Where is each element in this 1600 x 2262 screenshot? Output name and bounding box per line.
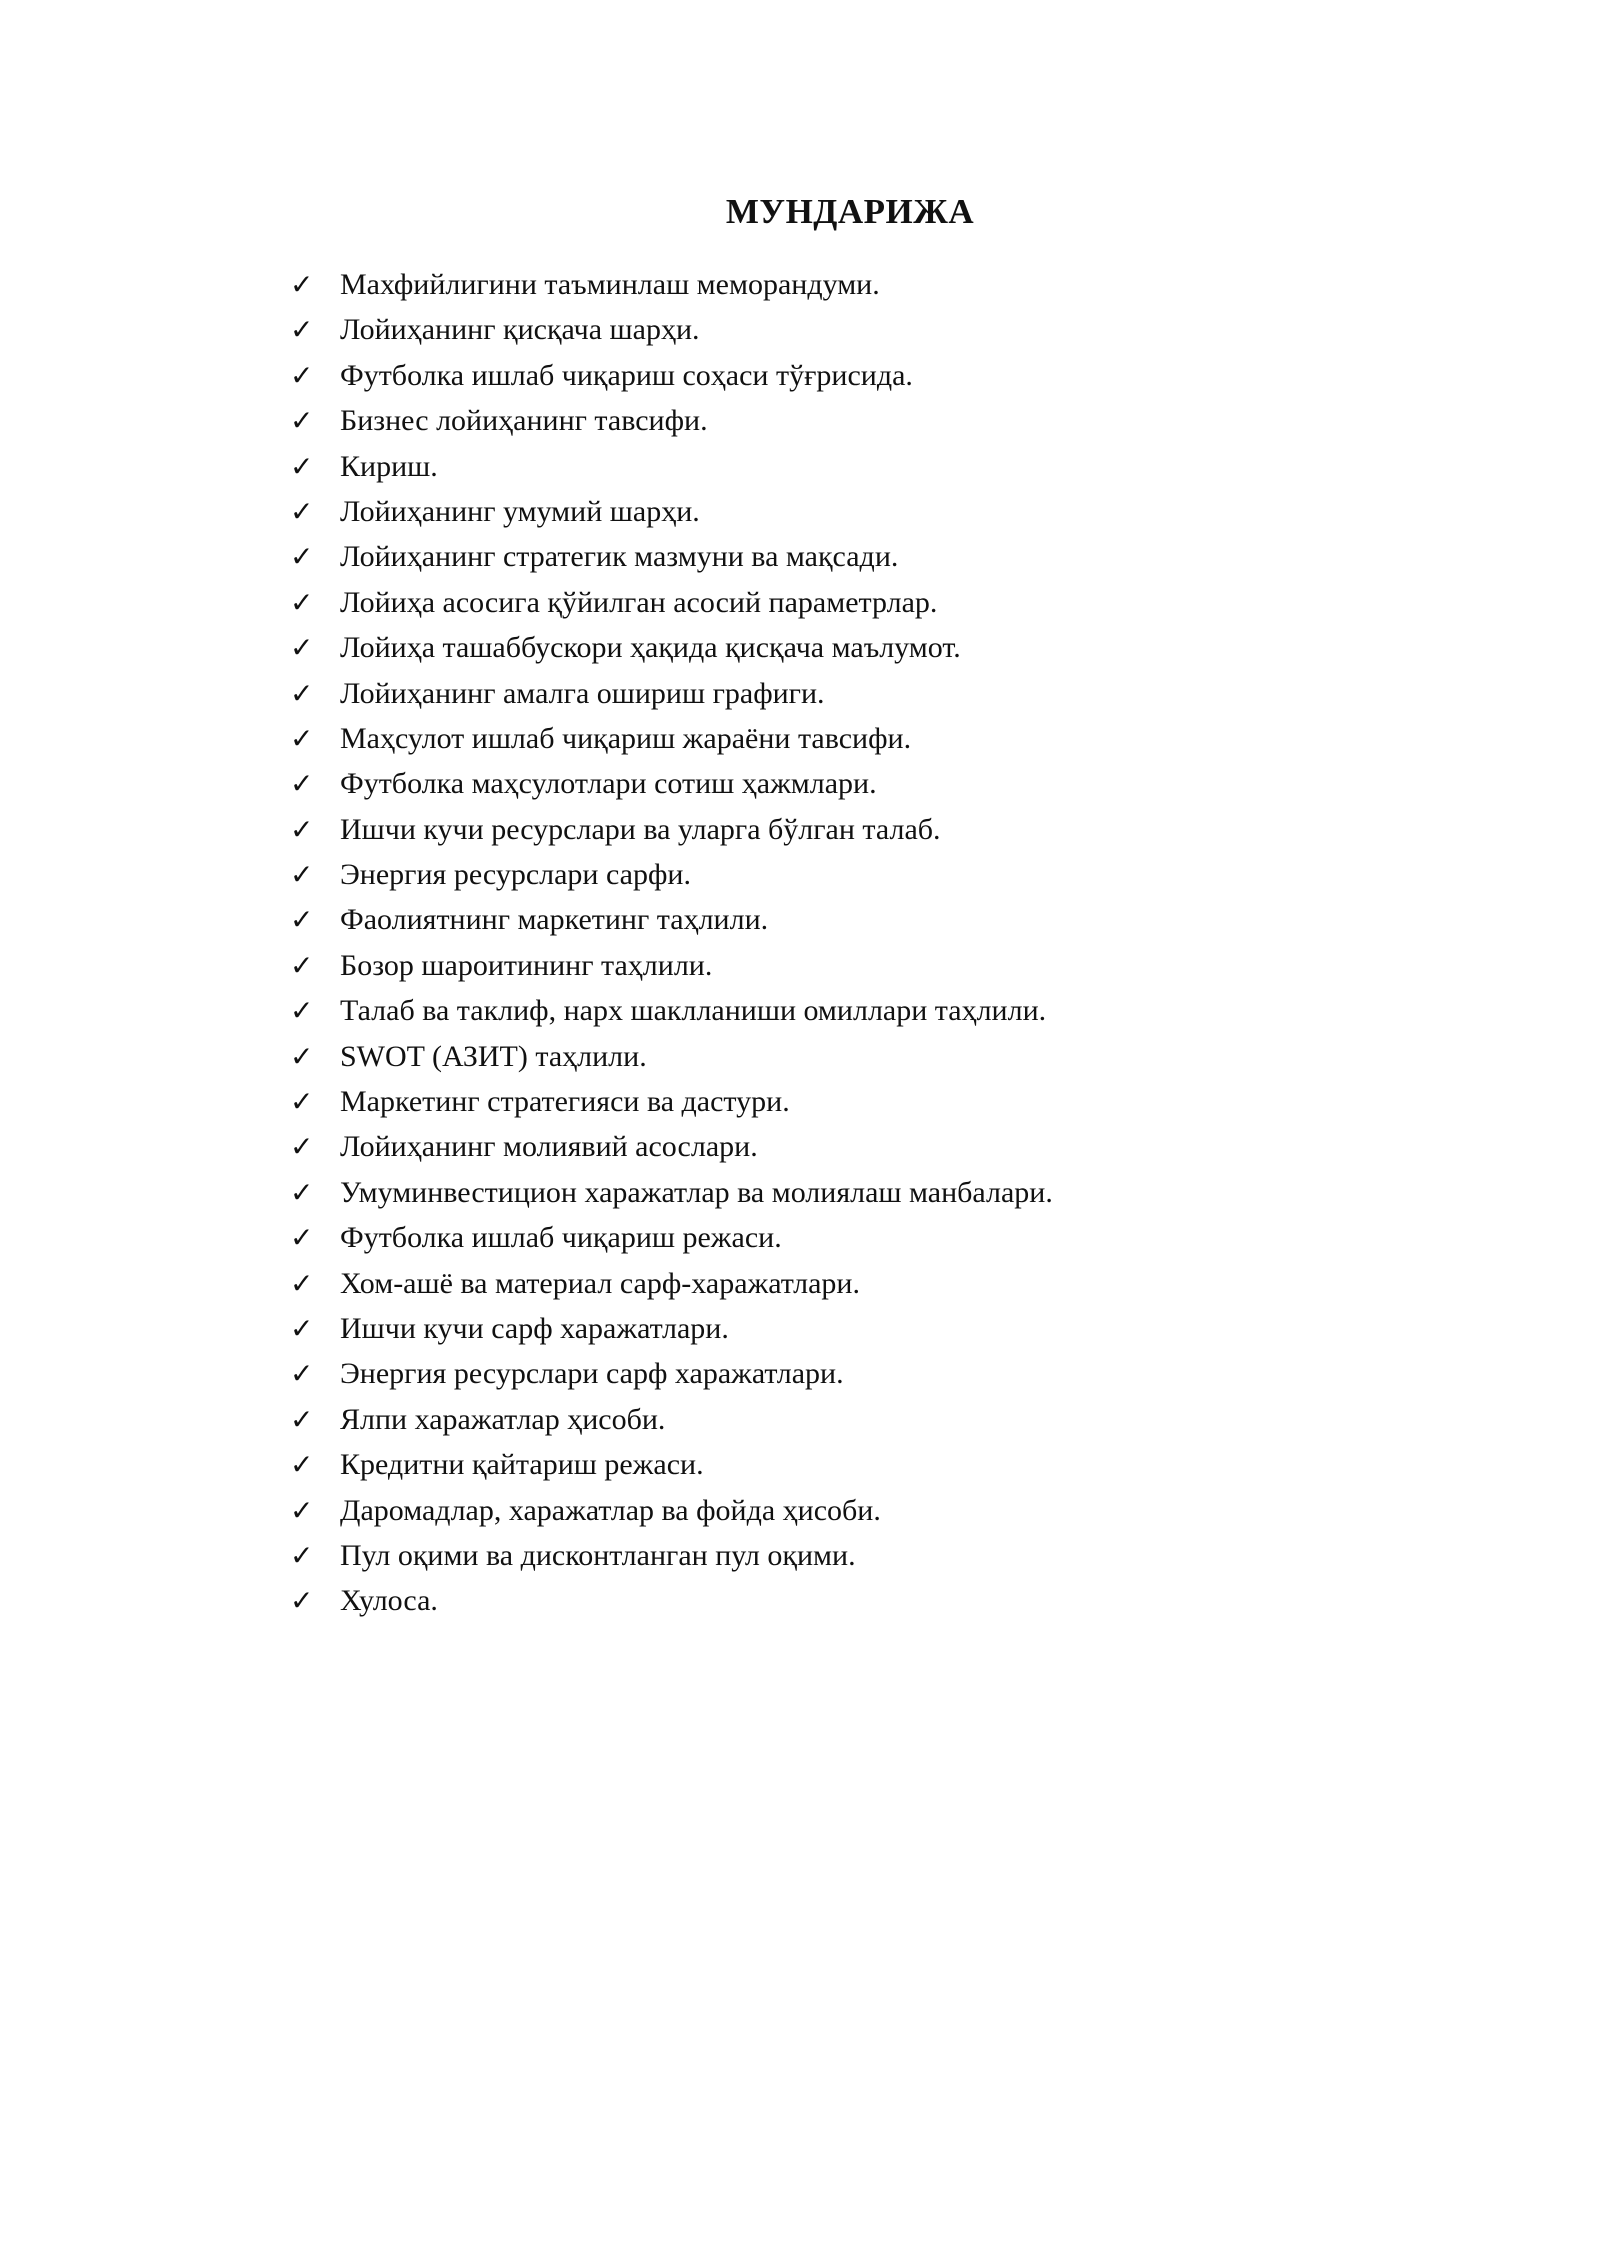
list-item (290, 1488, 1053, 1533)
list-item (290, 307, 1053, 352)
check-mark-icon: ✓ (290, 358, 314, 392)
list-item (290, 1079, 1053, 1124)
check-mark-icon: ✓ (290, 1130, 314, 1164)
check-mark-icon: ✓ (290, 540, 314, 574)
list-item (290, 1306, 1053, 1351)
list-item (290, 1261, 1053, 1306)
check-mark-icon: ✓ (290, 1584, 314, 1618)
list-item-label: Ишчи кучи сарф харажатлари. (340, 1311, 729, 1345)
list-item-label: Маҳсулот ишлаб чиқариш жараёни тавсифи. (340, 721, 912, 755)
list-item-label: Бозор шароитининг таҳлили. (340, 948, 713, 982)
check-mark-icon: ✓ (290, 1538, 314, 1572)
check-mark-icon: ✓ (290, 1493, 314, 1527)
list-item-label: Лойиҳанинг стратегик мазмуни ва мақсади. (340, 540, 899, 574)
list-item-label: SWOT (АЗИТ) таҳлили. (340, 1039, 647, 1073)
list-item-label: Лойиҳанинг умумий шарҳи. (340, 494, 700, 528)
list-item-label: Футболка маҳсулотлари сотиш ҳажмлари. (340, 767, 877, 801)
check-mark-icon: ✓ (290, 767, 314, 801)
check-mark-icon: ✓ (290, 1448, 314, 1482)
list-item (290, 852, 1053, 897)
check-mark-icon: ✓ (290, 1175, 314, 1209)
list-item (290, 1170, 1053, 1215)
check-mark-icon: ✓ (290, 1357, 314, 1391)
list-item-label: Энергия ресурслари сарфи. (340, 858, 691, 892)
check-mark-icon: ✓ (290, 858, 314, 892)
check-mark-icon: ✓ (290, 1266, 314, 1300)
list-item (290, 1442, 1053, 1487)
table-of-contents (290, 262, 1053, 1624)
list-item-label: Пул оқими ва дисконтланган пул оқими. (340, 1538, 856, 1572)
list-item (290, 353, 1053, 398)
check-mark-icon: ✓ (290, 1402, 314, 1436)
list-item-label: Лойиҳа асосига қўйилган асосий параметрлар. (340, 585, 938, 619)
list-item-label: Лойиҳанинг молиявий асослари. (340, 1130, 758, 1164)
list-item (290, 1533, 1053, 1578)
check-mark-icon: ✓ (290, 1311, 314, 1345)
list-item (290, 943, 1053, 988)
list-item (290, 1351, 1053, 1396)
list-item-label: Лойиҳанинг амалга ошириш графиги. (340, 676, 825, 710)
check-mark-icon: ✓ (290, 994, 314, 1028)
list-item-label: Лойиҳанинг қисқача шарҳи. (340, 313, 700, 347)
check-mark-icon: ✓ (290, 812, 314, 846)
list-item-label: Даромадлар, харажатлар ва фойда ҳисоби. (340, 1493, 881, 1527)
check-mark-icon: ✓ (290, 585, 314, 619)
check-mark-icon: ✓ (290, 676, 314, 710)
check-mark-icon: ✓ (290, 449, 314, 483)
check-mark-icon: ✓ (290, 1221, 314, 1255)
list-item (290, 444, 1053, 489)
list-item-label: Махфийлигини таъминлаш меморандуми. (340, 268, 880, 301)
check-mark-icon: ✓ (290, 1085, 314, 1119)
list-item-label: Бизнес лойиҳанинг тавсифи. (340, 404, 708, 438)
list-item (290, 1397, 1053, 1442)
list-item (290, 1578, 1053, 1623)
list-item-label: Кириш. (340, 449, 438, 483)
check-mark-icon: ✓ (290, 494, 314, 528)
check-mark-icon: ✓ (290, 404, 314, 438)
list-item-label: Футболка ишлаб чиқариш соҳаси тўғрисида. (340, 358, 913, 392)
list-item (290, 761, 1053, 806)
list-item (290, 398, 1053, 443)
list-item (290, 807, 1053, 852)
list-item (290, 671, 1053, 716)
list-item (290, 489, 1053, 534)
list-item (290, 716, 1053, 761)
list-item-label: Кредитни қайтариш режаси. (340, 1448, 704, 1482)
list-item (290, 1034, 1053, 1079)
list-item (290, 625, 1053, 670)
check-mark-icon: ✓ (290, 721, 314, 755)
list-item-label: Ишчи кучи ресурслари ва уларга бўлган талаб. (340, 812, 941, 846)
list-item (290, 262, 1053, 307)
check-mark-icon: ✓ (290, 1039, 314, 1073)
page-title: МУНДАРИЖА (725, 192, 975, 231)
list-item (290, 897, 1053, 942)
list-item-label: Энергия ресурслари сарф харажатлари. (340, 1357, 844, 1391)
list-item-label: Ялпи харажатлар ҳисоби. (340, 1402, 666, 1436)
list-item-label: Хом-ашё ва материал сарф-харажатлари. (340, 1266, 860, 1300)
check-mark-icon: ✓ (290, 631, 314, 665)
list-item (290, 1124, 1053, 1169)
check-mark-icon: ✓ (290, 313, 314, 347)
list-item-label: Лойиҳа ташаббускори ҳақида қисқача маълумот. (340, 631, 961, 665)
list-item (290, 988, 1053, 1033)
list-item-label: Умуминвестицион харажатлар ва молиялаш манбалари. (340, 1175, 1053, 1209)
list-item (290, 534, 1053, 579)
list-item (290, 1215, 1053, 1260)
check-mark-icon: ✓ (290, 268, 314, 301)
list-item-label: Фаолиятнинг маркетинг таҳлили. (340, 903, 769, 937)
list-item (290, 580, 1053, 625)
list-item-label: Футболка ишлаб чиқариш режаси. (340, 1221, 782, 1255)
list-item-label: Хулоса. (340, 1584, 438, 1618)
check-mark-icon: ✓ (290, 948, 314, 982)
check-mark-icon: ✓ (290, 903, 314, 937)
list-item-label: Талаб ва таклиф, нарх шаклланиши омиллари таҳлили. (340, 994, 1047, 1028)
list-item-label: Маркетинг стратегияси ва дастури. (340, 1085, 790, 1119)
